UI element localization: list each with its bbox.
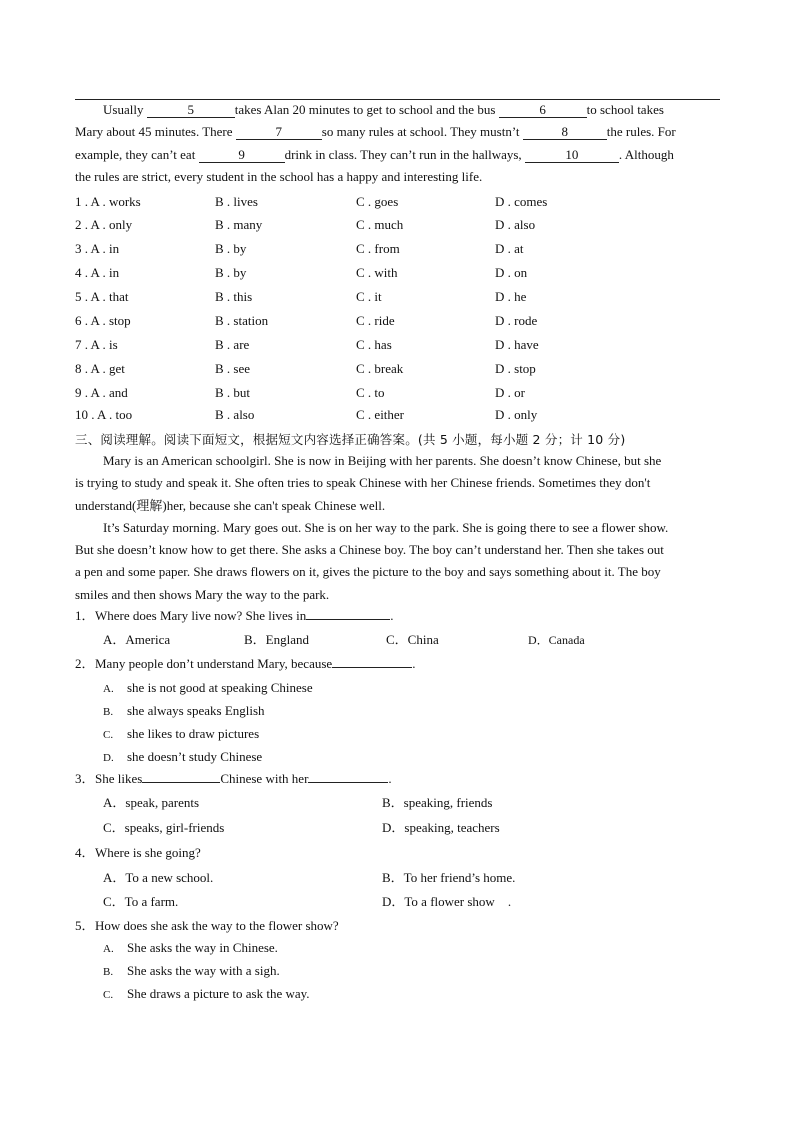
q5-option-b[interactable]: B. She asks the way with a sigh. <box>103 963 280 978</box>
q4-option-c[interactable]: C．To a farm. <box>103 894 179 909</box>
q2-option-a[interactable]: A. she is not good at speaking Chinese <box>103 680 313 695</box>
question-2: 2．Many people don’t understand Mary, because . <box>75 656 416 671</box>
blank-6[interactable]: 6 <box>499 103 587 118</box>
q1-option-c[interactable]: C．China <box>386 632 439 647</box>
question-4: 4．Where is she going? <box>75 845 201 860</box>
answer-blank[interactable] <box>306 607 390 620</box>
q1-option-d[interactable]: D．Canada <box>528 633 585 647</box>
blank-5[interactable]: 5 <box>147 103 235 118</box>
answer-blank[interactable] <box>308 770 388 783</box>
q2-option-c[interactable]: C. she likes to draw pictures <box>103 726 260 741</box>
q4-option-b[interactable]: B．To her friend’s home. <box>382 870 516 885</box>
cloze-passage <box>75 99 720 188</box>
passage-line: But she doesn’t know how to get there. She asks a Chinese boy. The boy can’t understand her. Then she takes out <box>75 542 664 558</box>
q3-option-d[interactable]: D．speaking, teachers <box>382 820 500 835</box>
passage-line: is trying to study and speak it. She often tries to speak Chinese with her Chinese friends. Sometimes they don't <box>75 475 651 491</box>
question-1: 1．Where does Mary live now? She lives in . <box>75 608 394 623</box>
q2-option-d[interactable]: D. she doesn’t study Chinese <box>103 749 263 764</box>
blank-8[interactable]: 8 <box>523 125 607 140</box>
answer-blank[interactable] <box>142 770 220 783</box>
passage-line: smiles and then shows Mary the way to the park. <box>75 586 330 602</box>
cloze-line-4: the rules are strict, every student in the school has a happy and interesting life. <box>75 168 483 184</box>
answer-blank[interactable] <box>332 655 412 668</box>
question-5: 5．How does she ask the way to the flower show? <box>75 918 339 933</box>
passage-line: understand(理解)her, because she can't speak Chinese well. <box>75 497 386 513</box>
q3-option-c[interactable]: C．speaks, girl-friends <box>103 820 225 835</box>
passage-line: It’s Saturday morning. Mary goes out. She is on her way to the park. She is going there to see a flower show. <box>103 519 669 535</box>
reading-passage <box>75 450 720 606</box>
q3-option-b[interactable]: B．speaking, friends <box>382 795 493 810</box>
passage-line: a pen and some paper. She draws flowers on it, gives the picture to the boy and says something about it. The boy <box>75 564 661 580</box>
passage-line: Mary is an American schoolgirl. She is now in Beijing with her parents. She doesn’t know Chinese, but she <box>103 453 662 468</box>
q5-option-a[interactable]: A. She asks the way in Chinese. <box>103 940 278 955</box>
cloze-line-1: Usually 5 takes Alan 20 minutes to get to school and the bus 6 to school takes <box>103 102 664 117</box>
q1-option-b[interactable]: B．England <box>244 632 309 647</box>
cloze-line-3: example, they can’t eat 9 drink in class. They can’t run in the hallways, 10 . Although <box>75 146 674 162</box>
q1-option-a[interactable]: A．America <box>103 632 171 647</box>
section-title: 三、阅读理解。阅读下面短文，根据短文内容选择正确答案。(共 5 小题，每小题 2 分；计 10 分) <box>75 432 626 447</box>
q3-option-a[interactable]: A．speak, parents <box>103 795 200 810</box>
q4-option-d[interactable]: D．To a flower show . <box>382 894 512 909</box>
q5-option-c[interactable]: C. She draws a picture to ask the way. <box>103 986 310 1001</box>
blank-9[interactable]: 9 <box>199 148 285 163</box>
blank-7[interactable]: 7 <box>236 125 322 140</box>
q4-option-a[interactable]: A．To a new school. <box>103 870 214 885</box>
q2-option-b[interactable]: B. she always speaks English <box>103 703 265 718</box>
cloze-line-2: Mary about 45 minutes. There 7 so many rules at school. They mustn’t 8 the rules. For <box>75 124 676 140</box>
question-3: 3．She likes Chinese with her . <box>75 771 392 786</box>
blank-10[interactable]: 10 <box>525 148 619 163</box>
